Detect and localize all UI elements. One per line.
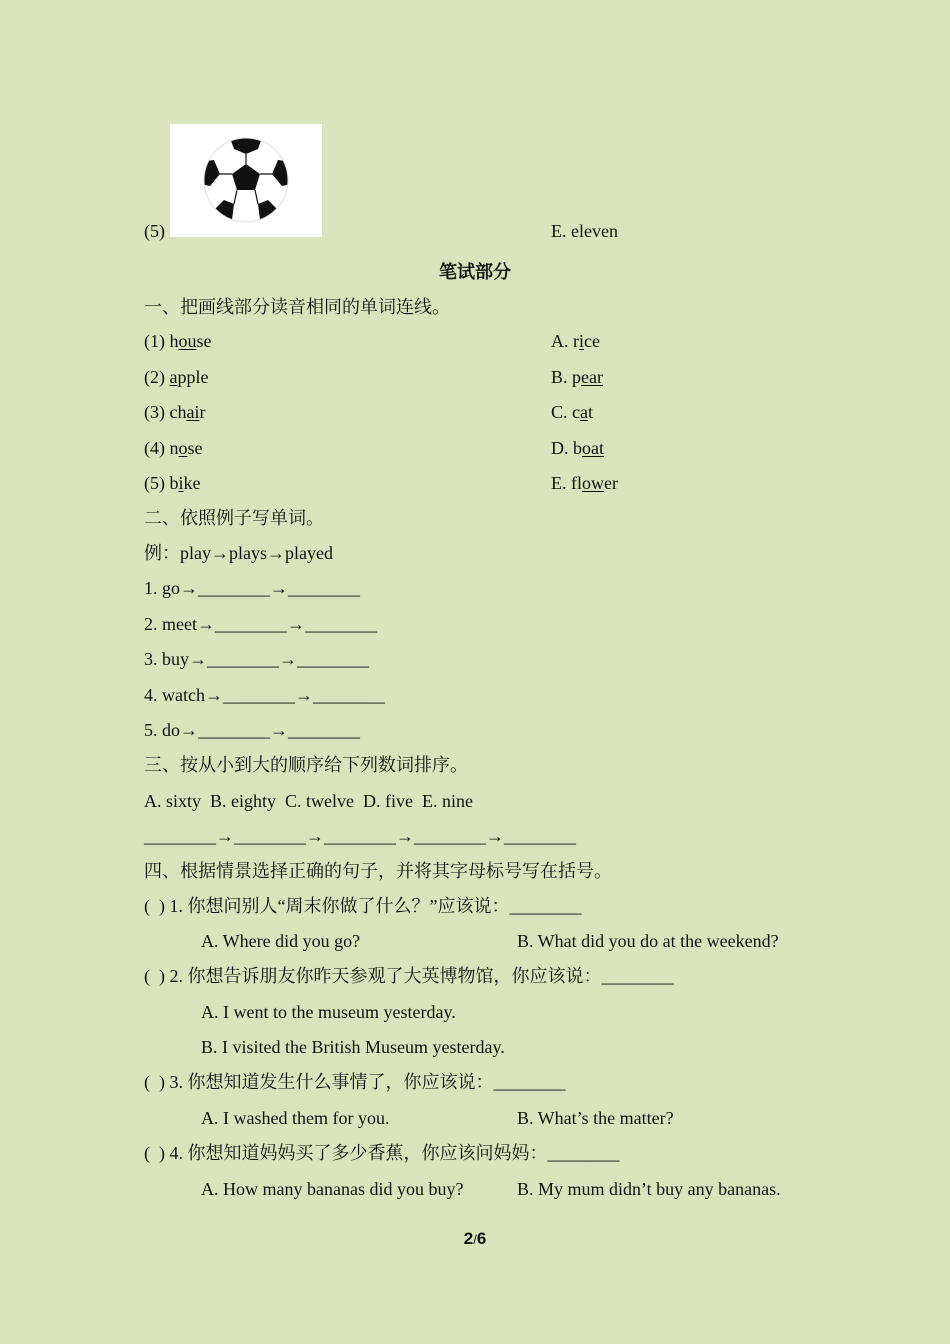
part2-item-1: 1. go→________→________ [144, 578, 360, 598]
q3-option-a: A. I washed them for you. [201, 1108, 390, 1128]
part1-right-e: E. flower [551, 473, 618, 493]
part3-options: A. sixty B. eighty C. twelve D. five E. nine [144, 791, 473, 811]
part1-right-b: B. pear [551, 367, 603, 387]
part2-item-2: 2. meet→________→________ [144, 614, 377, 634]
part4-heading: 四、根据情景选择正确的句子，并将其字母标号写在括号。 [144, 861, 612, 881]
part2-item-3: 3. buy→________→________ [144, 649, 369, 669]
part1-left-2: (2) apple [144, 367, 209, 387]
part2-heading: 二、依照例子写单词。 [144, 508, 324, 528]
part1-right-a: A. rice [551, 331, 600, 351]
part2-item-5: 5. do→________→________ [144, 720, 360, 740]
part3-blanks: ________→________→________→________→________ [144, 826, 576, 846]
part1-left-4: (4) nose [144, 438, 203, 458]
q1-option-b: B. What did you do at the weekend? [517, 931, 779, 951]
option-e-eleven: E. eleven [551, 221, 618, 241]
part2-item-4: 4. watch→________→________ [144, 685, 385, 705]
part1-left-5: (5) bike [144, 473, 201, 493]
part1-right-d: D. boat [551, 438, 604, 458]
q1-option-a: A. Where did you go? [201, 931, 361, 951]
soccer-ball-image [170, 124, 322, 237]
q1-stem: ( ) 1. 你想问别人“周末你做了什么？”应该说：________ [144, 896, 582, 916]
part1-left-3: (3) chair [144, 402, 206, 422]
part1-right-c: C. cat [551, 402, 594, 422]
item-5-label: (5) [144, 221, 165, 241]
part2-example: 例：play→plays→played [144, 543, 333, 563]
q2-option-a: A. I went to the museum yesterday. [201, 1002, 456, 1022]
q2-option-b: B. I visited the British Museum yesterday. [201, 1037, 505, 1057]
part1-left-1: (1) house [144, 331, 212, 351]
q4-stem: ( ) 4. 你想知道妈妈买了多少香蕉，你应该问妈妈：________ [144, 1143, 620, 1163]
q3-stem: ( ) 3. 你想知道发生什么事情了，你应该说：________ [144, 1072, 566, 1092]
q2-stem: ( ) 2. 你想告诉朋友你昨天参观了大英博物馆，你应该说：________ [144, 966, 674, 986]
part1-heading: 一、把画线部分读音相同的单词连线。 [144, 297, 450, 317]
page-number: 2/6 [463, 1229, 487, 1248]
q4-option-b: B. My mum didn’t buy any bananas. [517, 1179, 781, 1199]
q4-option-a: A. How many bananas did you buy? [201, 1179, 464, 1199]
soccer-ball-icon [170, 124, 322, 237]
part3-heading: 三、按从小到大的顺序给下列数词排序。 [144, 755, 468, 775]
section-title: 笔试部分 [439, 262, 511, 282]
q3-option-b: B. What’s the matter? [517, 1108, 674, 1128]
